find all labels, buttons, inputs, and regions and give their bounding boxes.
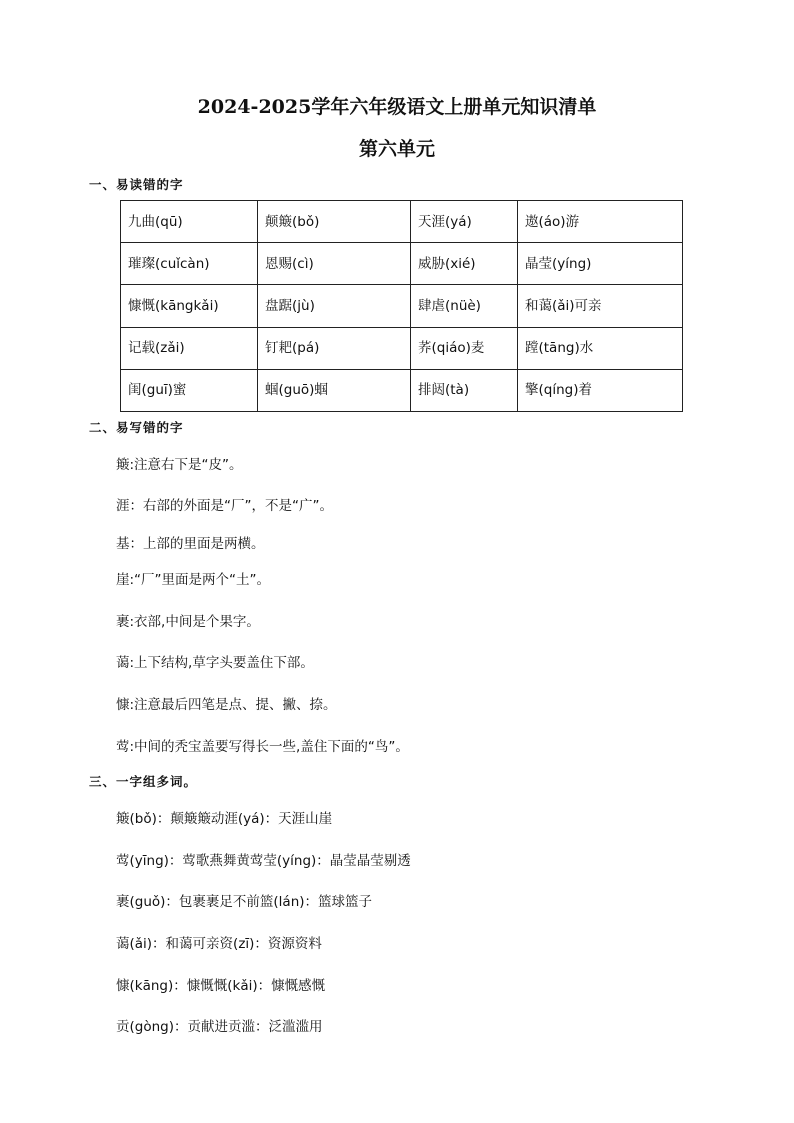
writing-note: 蔼:上下结构,草字头要盖住下部。	[116, 655, 314, 671]
page-title: 2024-2025学年六年级语文上册单元知识清单	[197, 96, 597, 118]
writing-note: 崖:“厂”里面是两个“土”。	[116, 572, 271, 588]
table-row	[121, 243, 683, 285]
table-cell: 记载(zǎi)	[121, 327, 258, 369]
section-heading-misread: 一、易读错的字	[89, 177, 184, 192]
writing-note: 涯：右部的外面是“厂”，不是“广”。	[116, 498, 333, 514]
table-cell: 颠簸(bǒ)	[258, 201, 411, 243]
table-row	[121, 201, 683, 243]
table-cell: 闺(guī)蜜	[121, 369, 258, 411]
table-cell: 钉耙(pá)	[258, 327, 411, 369]
table-row	[121, 369, 683, 411]
writing-note: 莺:中间的秃宝盖要写得长一些,盖住下面的“鸟”。	[116, 739, 409, 755]
section-heading-word-groups: 三、一字组多词。	[89, 774, 198, 789]
table-row	[121, 327, 683, 369]
table-cell: 威胁(xié)	[411, 243, 518, 285]
writing-note: 裹:衣部,中间是个果字。	[116, 614, 260, 630]
writing-note: 基：上部的里面是两横。	[116, 536, 265, 552]
word-group-line: 慷(kāng)：慷慨慨(kǎi)：慷慨感慨	[116, 978, 326, 994]
table-cell: 天涯(yá)	[411, 201, 518, 243]
table-cell: 肆虐(nüè)	[411, 285, 518, 327]
table-cell: 蹚(tāng)水	[518, 327, 683, 369]
table-cell: 擎(qíng)着	[518, 369, 683, 411]
writing-note: 簸:注意右下是“皮”。	[116, 457, 243, 473]
table-row	[121, 285, 683, 327]
table-cell: 璀璨(cuǐcàn)	[121, 243, 258, 285]
table-cell: 晶莹(yíng)	[518, 243, 683, 285]
table-cell: 盘踞(jù)	[258, 285, 411, 327]
table-cell: 遨(áo)游	[518, 201, 683, 243]
table-cell: 恩赐(cì)	[258, 243, 411, 285]
word-group-line: 莺(yīng)：莺歌燕舞黄莺莹(yíng)：晶莹晶莹剔透	[116, 853, 411, 869]
word-group-line: 蔼(ǎi)：和蔼可亲资(zī)：资源资料	[116, 936, 322, 952]
writing-note: 慷:注意最后四笔是点、提、撇、捺。	[116, 697, 337, 713]
table-cell: 排闼(tà)	[411, 369, 518, 411]
section-heading-miswritten: 二、易写错的字	[89, 420, 184, 435]
table-cell: 蝈(guō)蝈	[258, 369, 411, 411]
table-cell: 和蔼(ǎi)可亲	[518, 285, 683, 327]
misread-characters-table	[120, 200, 683, 412]
table-cell: 九曲(qū)	[121, 201, 258, 243]
word-group-line: 贡(gòng)：贡献进贡滥：泛滥滥用	[116, 1019, 323, 1035]
unit-subtitle: 第六单元	[358, 138, 435, 160]
table-cell: 荞(qiáo)麦	[411, 327, 518, 369]
word-group-line: 裹(guǒ)：包裹裹足不前篮(lán)：篮球篮子	[116, 894, 373, 910]
word-group-line: 簸(bǒ)：颠簸簸动涯(yá)：天涯山崖	[116, 811, 333, 827]
table-cell: 慷慨(kāngkǎi)	[121, 285, 258, 327]
